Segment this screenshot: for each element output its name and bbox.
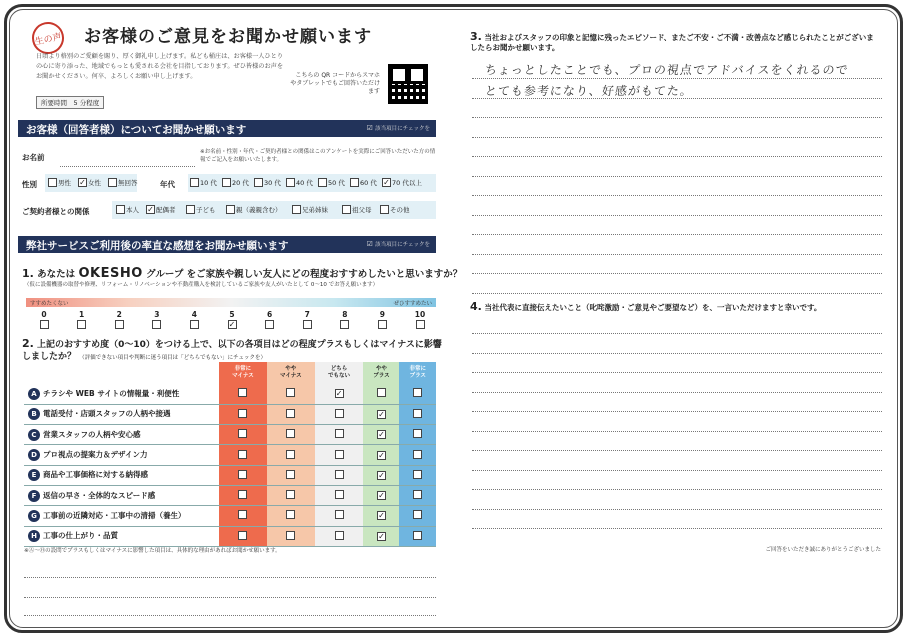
option-label: 親（義親含む） <box>236 206 282 214</box>
matrix-checkbox[interactable] <box>286 388 295 397</box>
intro-text: 日頃より格別のご愛顧を賜り、厚く御礼申し上げます。私ども桶庄は、お客様一人ひとりの心に寄り添った、地域でもっとも愛される会社を目指しております。ぜひ皆様のお声をお聞かせください。何卒、よろしくお願い申し上げます。 <box>36 53 284 80</box>
qr-code-icon[interactable] <box>388 64 428 104</box>
relation-option[interactable] <box>116 205 139 214</box>
answer-line[interactable] <box>472 450 882 451</box>
matrix-checkbox[interactable] <box>413 388 422 397</box>
checkbox[interactable] <box>190 178 199 187</box>
matrix-row <box>24 485 436 505</box>
q4-number: 4. <box>470 300 482 313</box>
matrix-cell <box>315 485 364 505</box>
score-label: 2 <box>116 310 122 319</box>
answer-line[interactable] <box>472 411 882 412</box>
checkbox[interactable] <box>108 178 117 187</box>
matrix-cell <box>363 465 399 485</box>
checkbox[interactable] <box>342 205 351 214</box>
name-label: お名前 <box>22 153 45 162</box>
relation-option[interactable] <box>146 205 176 214</box>
matrix-checkbox[interactable] <box>413 531 422 540</box>
matrix-row <box>24 425 436 445</box>
relation-option[interactable] <box>186 205 216 214</box>
matrix-cell <box>219 384 267 404</box>
score-label: 9 <box>379 310 385 319</box>
relation-option[interactable] <box>380 205 410 214</box>
item-badge: H <box>28 530 40 542</box>
matrix-column-header: 非常に プラス <box>399 362 436 384</box>
matrix-cell <box>399 445 436 465</box>
score-checkbox[interactable] <box>378 320 387 329</box>
thanks-text: ご回答をいただき誠にありがとうございました <box>765 547 881 553</box>
matrix-checkbox[interactable] <box>413 510 422 519</box>
item-label: 返信の早さ・全体的なスピード感 <box>43 490 156 500</box>
age-option[interactable] <box>350 178 377 187</box>
answer-line[interactable] <box>472 372 882 373</box>
q2-number: 2. <box>22 337 34 350</box>
option-label: 本人 <box>126 206 139 214</box>
matrix-cell <box>219 526 267 546</box>
relation-option[interactable] <box>342 205 372 214</box>
score-option[interactable] <box>68 310 96 329</box>
q4-text: 当社代表に直接伝えたいこと（叱咤激励・ご意見やご要望など）を、一言いただけますと幸いです。 <box>484 303 822 312</box>
matrix-cell <box>219 404 267 424</box>
matrix-cell <box>363 526 399 546</box>
option-label: 50 代 <box>328 179 345 187</box>
matrix-checkbox[interactable] <box>335 409 344 418</box>
relation-label: ご契約者様との関係 <box>22 207 90 216</box>
age-label: 年代 <box>160 180 175 189</box>
matrix-cell <box>363 506 399 526</box>
item-badge: F <box>28 490 40 502</box>
matrix-checkbox[interactable]: ✓ <box>378 511 385 521</box>
option-label: 40 代 <box>296 179 313 187</box>
score-checkbox[interactable] <box>115 320 124 329</box>
matrix-cell <box>267 465 315 485</box>
item-badge: E <box>28 469 40 481</box>
answer-line[interactable] <box>472 215 882 216</box>
matrix-item <box>24 485 219 505</box>
matrix-checkbox[interactable] <box>238 470 247 479</box>
option-label: 祖父母 <box>352 206 372 214</box>
section-respondent-header <box>18 120 436 137</box>
checkbox[interactable] <box>116 205 125 214</box>
matrix-cell <box>363 384 399 404</box>
matrix-cell <box>315 465 364 485</box>
item-badge: B <box>28 408 40 420</box>
age-option[interactable] <box>382 178 422 187</box>
matrix-column-header: 非常に マイナス <box>219 362 267 384</box>
matrix-cell <box>219 485 267 505</box>
matrix-checkbox[interactable] <box>335 429 344 438</box>
section-title: お客様（回答者様）についてお聞かせ願います <box>26 124 247 136</box>
reason-line[interactable] <box>24 577 436 578</box>
matrix-cell <box>267 445 315 465</box>
matrix-item <box>24 384 219 404</box>
matrix-checkbox[interactable] <box>238 388 247 397</box>
answer-line[interactable] <box>472 98 882 99</box>
matrix-cell <box>219 425 267 445</box>
matrix-checkbox[interactable]: ✓ <box>378 430 385 440</box>
score-option[interactable] <box>293 310 321 329</box>
answer-line[interactable] <box>472 528 882 529</box>
impact-matrix <box>24 362 436 547</box>
matrix-checkbox[interactable]: ✓ <box>378 470 385 480</box>
answer-line[interactable] <box>472 156 882 157</box>
q1-subtext: （仮に設備機器の取替や修理、リフォーム・リノベーションや不動産購入を検討しているご家族や友人がいたとして 0〜10 でお答え願います） <box>24 282 379 288</box>
qr-caption: こちらの QR コードからスマホやタブレットでもご回答いただけます <box>290 72 380 95</box>
answer-line[interactable] <box>472 392 882 393</box>
option-label: 無回答 <box>118 179 138 187</box>
score-checkbox[interactable] <box>416 320 425 329</box>
score-label: 3 <box>154 310 160 319</box>
matrix-cell <box>267 384 315 404</box>
matrix-cell <box>219 506 267 526</box>
matrix-cell <box>267 485 315 505</box>
checkbox[interactable] <box>380 205 389 214</box>
matrix-item <box>24 506 219 526</box>
section-title: 弊社サービスご利用後の率直な感想をお聞かせ願います <box>26 240 289 252</box>
name-field[interactable] <box>60 166 195 167</box>
matrix-checkbox[interactable] <box>286 429 295 438</box>
checkbox[interactable]: ✓ <box>383 178 390 187</box>
check-hint: ☑ 該当項目にチェックを <box>367 124 430 132</box>
answer-line[interactable] <box>472 273 882 274</box>
matrix-cell <box>363 404 399 424</box>
item-label: 電話受付・店頭スタッフの人柄や接遇 <box>43 409 171 419</box>
page-title: お客様のご意見をお聞かせ願います <box>84 27 372 47</box>
matrix-cell <box>315 384 364 404</box>
score-option[interactable] <box>256 310 284 329</box>
respondent-note: ※お名前・性別・年代・ご契約者様との関係はこのアンケートを実際にご回答いただいた方の情報でご記入をお願いいたします。 <box>200 149 436 163</box>
answer-line[interactable] <box>472 431 882 432</box>
q3-text: 当社およびスタッフの印象と記憶に残ったエピソード、またご不安・ご不満・改善点など感じられたことがございましたらお聞かせ願います。 <box>470 33 874 52</box>
option-label: 10 代 <box>200 179 217 187</box>
checkbox[interactable] <box>226 205 235 214</box>
matrix-cell <box>315 506 364 526</box>
checkbox[interactable] <box>48 178 57 187</box>
q1-text-pre: あなたは <box>37 269 76 280</box>
matrix-cell <box>267 526 315 546</box>
answer-line[interactable] <box>472 353 882 354</box>
item-label: 工事の仕上がり・品質 <box>43 531 118 541</box>
checkbox[interactable] <box>350 178 359 187</box>
option-label: 70 代以上 <box>392 179 422 187</box>
matrix-checkbox[interactable] <box>413 450 422 459</box>
matrix-column-header: どちら でもない <box>315 362 364 384</box>
item-label: 営業スタッフの人柄や安心感 <box>43 429 141 439</box>
age-option[interactable] <box>190 178 217 187</box>
checkbox[interactable] <box>254 178 263 187</box>
score-checkbox[interactable]: ✓ <box>228 320 236 329</box>
matrix-checkbox[interactable] <box>286 470 295 479</box>
option-label: 男性 <box>58 179 71 187</box>
answer-line[interactable] <box>472 117 882 118</box>
matrix-cell <box>315 526 364 546</box>
scale-high-label: ぜひすすめたい <box>393 301 432 307</box>
matrix-checkbox[interactable] <box>238 531 247 540</box>
checkbox[interactable] <box>186 205 195 214</box>
matrix-cell <box>219 465 267 485</box>
matrix-checkbox[interactable] <box>286 490 295 499</box>
matrix-cell <box>399 526 436 546</box>
matrix-checkbox[interactable] <box>335 531 344 540</box>
matrix-checkbox[interactable] <box>413 429 422 438</box>
q1-text-post: グループ をご家族や親しい友人にどの程度おすすめしたいと思いますか？ <box>146 269 463 280</box>
answer-line[interactable] <box>472 293 882 294</box>
matrix-checkbox[interactable] <box>286 531 295 540</box>
age-option[interactable] <box>222 178 249 187</box>
matrix-checkbox[interactable] <box>335 470 344 479</box>
score-label: 1 <box>78 310 85 319</box>
score-label: 5 <box>229 310 235 319</box>
matrix-checkbox[interactable] <box>238 429 247 438</box>
age-option[interactable] <box>318 178 345 187</box>
matrix-row <box>24 526 436 546</box>
matrix-corner <box>24 362 219 384</box>
item-badge: A <box>28 388 40 400</box>
check-hint: ☑ 該当項目にチェックを <box>367 240 430 248</box>
score-option[interactable] <box>105 310 133 329</box>
matrix-cell <box>267 404 315 424</box>
matrix-checkbox[interactable] <box>286 409 295 418</box>
option-label: 60 代 <box>360 179 377 187</box>
score-option[interactable] <box>368 310 396 329</box>
matrix-cell <box>399 404 436 424</box>
score-label: 8 <box>342 310 348 319</box>
score-checkbox[interactable] <box>40 320 49 329</box>
matrix-checkbox[interactable]: ✓ <box>378 409 385 419</box>
answer-line[interactable] <box>472 176 882 177</box>
scale-low-label: すすめたくない <box>30 301 69 307</box>
relation-option[interactable] <box>226 205 282 214</box>
checkbox[interactable] <box>318 178 327 187</box>
matrix-cell <box>363 425 399 445</box>
score-checkbox[interactable] <box>265 320 274 329</box>
matrix-row <box>24 445 436 465</box>
matrix-checkbox[interactable] <box>413 470 422 479</box>
option-label: 兄弟姉妹 <box>302 206 328 214</box>
matrix-item <box>24 425 219 445</box>
matrix-checkbox[interactable] <box>335 510 344 519</box>
item-label: チラシや WEB サイトの情報量・利便性 <box>43 388 180 398</box>
matrix-checkbox[interactable] <box>286 450 295 459</box>
item-badge: C <box>28 429 40 441</box>
q3-question <box>470 32 880 53</box>
q2-question <box>22 338 442 364</box>
matrix-cell <box>399 384 436 404</box>
gender-option[interactable] <box>108 178 138 187</box>
matrix-row <box>24 404 436 424</box>
score-label: 7 <box>304 310 310 319</box>
score-option[interactable] <box>218 310 246 329</box>
matrix-checkbox[interactable] <box>238 450 247 459</box>
option-label: その他 <box>390 206 410 214</box>
matrix-row <box>24 506 436 526</box>
matrix-item <box>24 465 219 485</box>
gender-option[interactable] <box>48 178 71 187</box>
recommend-scale <box>26 298 436 307</box>
matrix-checkbox[interactable] <box>335 490 344 499</box>
score-option[interactable] <box>180 310 208 329</box>
matrix-checkbox[interactable] <box>238 409 247 418</box>
gender-option[interactable] <box>78 178 101 187</box>
score-checkbox[interactable] <box>190 320 199 329</box>
matrix-checkbox[interactable] <box>238 510 247 519</box>
score-checkbox[interactable] <box>152 320 161 329</box>
score-checkbox[interactable] <box>340 320 349 329</box>
checkbox[interactable]: ✓ <box>79 178 86 187</box>
matrix-checkbox[interactable] <box>335 450 344 459</box>
answer-line[interactable] <box>472 78 882 79</box>
item-label: プロ視点の提案力＆デザイン力 <box>43 450 148 460</box>
q3-answer-line1: ちょっとしたことでも、プロの視点でアドバイスをくれるので <box>484 63 850 77</box>
checkbox[interactable] <box>286 178 295 187</box>
reason-line[interactable] <box>24 615 436 616</box>
matrix-row <box>24 465 436 485</box>
answer-line[interactable] <box>472 254 882 255</box>
score-option[interactable] <box>143 310 171 329</box>
q4-question <box>470 300 821 313</box>
matrix-column-header: やや プラス <box>363 362 399 384</box>
matrix-cell <box>315 425 364 445</box>
matrix-cell <box>267 506 315 526</box>
score-label: 10 <box>414 310 426 319</box>
matrix-cell <box>219 445 267 465</box>
brand-name: OKESHO <box>78 266 143 281</box>
matrix-row <box>24 384 436 404</box>
item-badge: D <box>28 449 40 461</box>
score-option[interactable] <box>406 310 434 329</box>
item-badge: G <box>28 510 40 522</box>
matrix-checkbox[interactable]: ✓ <box>335 389 343 399</box>
matrix-checkbox[interactable] <box>413 409 422 418</box>
score-checkbox[interactable] <box>77 320 86 329</box>
item-label: 工事前の近隣対応・工事中の清掃（養生） <box>43 510 186 520</box>
matrix-checkbox[interactable] <box>413 490 422 499</box>
matrix-checkbox[interactable] <box>377 388 386 397</box>
score-label: 6 <box>266 310 273 319</box>
matrix-cell <box>363 445 399 465</box>
checkbox[interactable] <box>292 205 301 214</box>
matrix-cell <box>399 506 436 526</box>
matrix-cell <box>315 445 364 465</box>
duration-label: 所要時間 5 分程度 <box>36 96 104 109</box>
matrix-cell <box>399 425 436 445</box>
q3-answer-line2: とても参考になり、好感がもてた。 <box>484 84 694 98</box>
answer-line[interactable] <box>472 137 882 138</box>
matrix-cell <box>399 485 436 505</box>
option-label: 女性 <box>88 179 101 187</box>
q1-number: 1. <box>22 267 34 280</box>
option-label: 配偶者 <box>156 206 176 214</box>
option-label: 20 代 <box>232 179 249 187</box>
score-option[interactable] <box>30 310 58 329</box>
matrix-cell <box>267 425 315 445</box>
matrix-item <box>24 445 219 465</box>
matrix-cell <box>363 485 399 505</box>
q1-question <box>22 266 462 281</box>
q2-footnote: ※Ⓐ〜Ⓗの設問でプラスもしくはマイナスに影響した項目は、具体的な理由があればお聞かせ願います。 <box>24 548 281 554</box>
answer-line[interactable] <box>472 489 882 490</box>
matrix-column-header: やや マイナス <box>267 362 315 384</box>
age-option[interactable] <box>254 178 281 187</box>
matrix-checkbox[interactable]: ✓ <box>378 491 385 501</box>
score-checkbox[interactable] <box>303 320 312 329</box>
matrix-checkbox[interactable]: ✓ <box>378 531 385 541</box>
checkbox[interactable] <box>222 178 231 187</box>
matrix-checkbox[interactable]: ✓ <box>378 450 385 460</box>
option-label: 30 代 <box>264 179 281 187</box>
answer-line[interactable] <box>472 234 882 235</box>
section-feedback-header <box>18 236 436 253</box>
answer-line[interactable] <box>472 470 882 471</box>
matrix-cell <box>399 465 436 485</box>
checkbox[interactable]: ✓ <box>147 205 154 214</box>
matrix-item <box>24 404 219 424</box>
answer-line[interactable] <box>472 333 882 334</box>
age-option[interactable] <box>286 178 313 187</box>
matrix-item <box>24 526 219 546</box>
q2-subtext: （評価できない項目や判断に迷う項目は「どちらでもない」にチェックを） <box>79 355 266 361</box>
matrix-checkbox[interactable] <box>238 490 247 499</box>
score-label: 0 <box>41 310 47 319</box>
relation-option[interactable] <box>292 205 328 214</box>
q2-text: 上記のおすすめ度（0〜10）をつける上で、以下の各項目はどの程度プラスもしくはマイナスに影響しましたか？ <box>22 340 442 362</box>
reason-line[interactable] <box>24 597 436 598</box>
score-option[interactable] <box>331 310 359 329</box>
answer-line[interactable] <box>472 509 882 510</box>
matrix-checkbox[interactable] <box>286 510 295 519</box>
answer-line[interactable] <box>472 195 882 196</box>
score-label: 4 <box>191 310 197 319</box>
stamp-text: 生の声 <box>34 31 63 48</box>
matrix-cell <box>315 404 364 424</box>
q3-number: 3. <box>470 30 482 43</box>
item-label: 商品や工事価格に対する納得感 <box>43 470 148 480</box>
option-label: 子ども <box>196 206 216 214</box>
gender-label: 性別 <box>22 180 37 189</box>
